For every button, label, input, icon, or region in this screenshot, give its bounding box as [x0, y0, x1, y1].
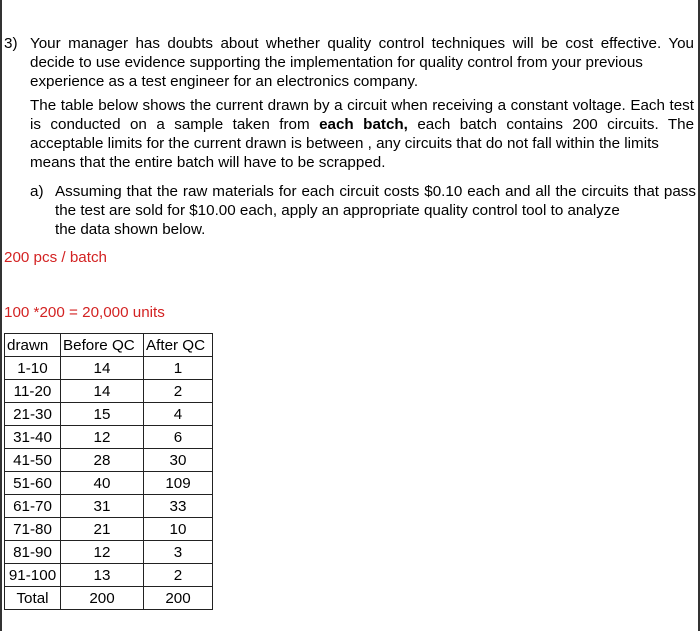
cell-after: 1: [144, 357, 213, 380]
cell-after: 2: [144, 564, 213, 587]
annotation-total-units: 100 *200 = 20,000 units: [4, 304, 165, 321]
question-intro: Your manager has doubts about whether quality control techniques will be cost effective. You decide to use evidence supporting the implementation for quality control from your previous: [30, 35, 694, 71]
table-row: [5, 564, 213, 587]
table-row: [5, 403, 213, 426]
cell-drawn: 91-100: [5, 564, 61, 587]
header-drawn: drawn: [5, 334, 61, 357]
cell-after: 3: [144, 541, 213, 564]
part-a-text: Assuming that the raw materials for each circuit costs $0.10 each and all the circuits that pass the test are sold for $10.00 each, apply an appropriate quality control tool to analyze: [55, 183, 696, 219]
cell-before: 31: [61, 495, 144, 518]
table-row: [5, 380, 213, 403]
annotation-batch-size: 200 pcs / batch: [4, 249, 108, 266]
cell-drawn: 71-80: [5, 518, 61, 541]
para2-text-b: each batch contains 200 circuits. The acceptable limits for the current drawn is between , any circuits that do not fall within the limits: [30, 116, 695, 152]
cell-drawn: 81-90: [5, 541, 61, 564]
cell-drawn: 11-20: [5, 380, 61, 403]
para2-bold: each batch,: [319, 116, 408, 133]
table-description-paragraph: [30, 96, 694, 172]
question-paragraph: [4, 34, 694, 91]
cell-drawn: 21-30: [5, 403, 61, 426]
table-row: [5, 449, 213, 472]
cell-drawn: 61-70: [5, 495, 61, 518]
cell-drawn: 51-60: [5, 472, 61, 495]
table-row: [5, 472, 213, 495]
table-row: [5, 426, 213, 449]
cell-drawn: 1-10: [5, 357, 61, 380]
total-before: 200: [61, 587, 144, 610]
cell-after: 2: [144, 380, 213, 403]
cell-before: 13: [61, 564, 144, 587]
cell-before: 14: [61, 380, 144, 403]
table-row: [5, 495, 213, 518]
cell-before: 40: [61, 472, 144, 495]
cell-drawn: 41-50: [5, 449, 61, 472]
cell-after: 4: [144, 403, 213, 426]
total-after: 200: [144, 587, 213, 610]
cell-after: 33: [144, 495, 213, 518]
part-a-paragraph: [30, 182, 696, 239]
table-row: [5, 518, 213, 541]
cell-before: 14: [61, 357, 144, 380]
qc-table: [4, 333, 213, 610]
para2-last: means that the entire batch will have to be scrapped.: [30, 154, 386, 171]
para2-text-a: The table below shows the current drawn by a circuit when receiving a constant voltage. Each test is conducted on a sample taken from: [30, 97, 694, 133]
table-row: [5, 357, 213, 380]
cell-before: 12: [61, 541, 144, 564]
question-intro-last: experience as a test engineer for an electronics company.: [30, 73, 419, 90]
cell-after: 109: [144, 472, 213, 495]
question-number: 3): [4, 35, 18, 52]
header-after-qc: After QC: [144, 334, 213, 357]
table-row: [5, 541, 213, 564]
cell-before: 21: [61, 518, 144, 541]
cell-before: 15: [61, 403, 144, 426]
cell-before: 12: [61, 426, 144, 449]
total-label: Total: [5, 587, 61, 610]
cell-drawn: 31-40: [5, 426, 61, 449]
table-total-row: [5, 587, 213, 610]
cell-after: 6: [144, 426, 213, 449]
part-a-last: the data shown below.: [55, 221, 206, 238]
part-a-label: a): [30, 183, 44, 200]
cell-after: 10: [144, 518, 213, 541]
header-before-qc: Before QC: [61, 334, 144, 357]
table-header-row: [5, 334, 213, 357]
cell-after: 30: [144, 449, 213, 472]
cell-before: 28: [61, 449, 144, 472]
